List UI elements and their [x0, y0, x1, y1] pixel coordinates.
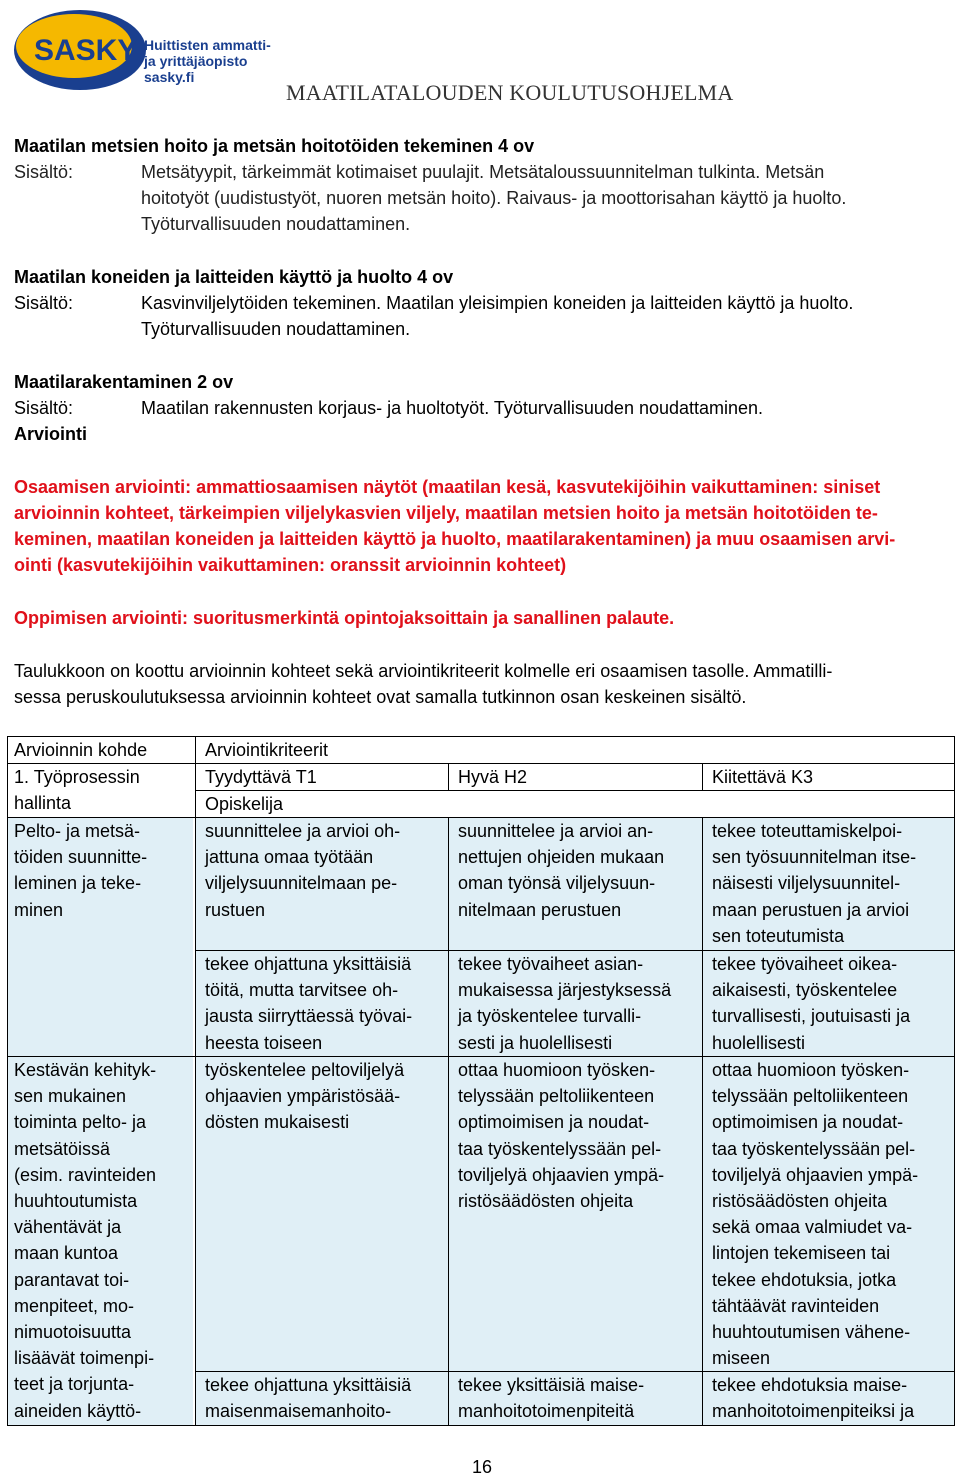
- logo-url: sasky.fi: [144, 69, 195, 85]
- document-title: MAATILATALOUDEN KOULUTUSOHJELMA: [286, 80, 734, 105]
- table-row-kohde: Pelto- ja metsä- töiden suunnitte- leminen ja teke- minen: [14, 821, 148, 920]
- logo-tagline-1: Huittisten ammatti-: [144, 37, 271, 53]
- opiskelija-label: Opiskelija: [205, 794, 284, 814]
- osaamisen-arviointi-line: ointi (kasvutekijöihin vaikuttaminen: oranssit arvioinnin kohteet): [14, 555, 567, 575]
- section-content-line: Kasvinviljelytöiden tekeminen. Maatilan yleisimpien koneiden ja laitteiden käyttö ja huolto.: [141, 293, 854, 313]
- logo-tagline-2: ja yrittäjäopisto: [144, 53, 248, 69]
- criteria-t1: tekee ohjattuna yksittäisiä töitä, mutta tarvitsee oh- jausta siirryttäessä työvai- heesta toiseen: [205, 954, 413, 1053]
- section-label: Sisältö:: [14, 293, 74, 313]
- section-label: Sisältö:: [14, 162, 74, 182]
- intro-line: sessa peruskoulutuksessa arvioinnin kohteet ovat samalla tutkinnon osan keskeinen sisältö.: [14, 687, 747, 707]
- criteria-h2: suunnittelee ja arvioi an- nettujen ohjeiden mukaan oman työnsä viljelysuun- nitelmaan perustuen: [458, 821, 665, 920]
- level-h2: Hyvä H2: [458, 767, 528, 787]
- section-title: Maatilarakentaminen 2 ov: [14, 372, 234, 392]
- criteria-k3: tekee toteuttamiskelpoi- sen työsuunnitelman itse- näisesti viljelysuunnitel- maan perustuen ja arvioi sen toteutumista: [712, 821, 917, 946]
- section-title: Maatilan metsien hoito ja metsän hoitotöiden tekeminen 4 ov: [14, 136, 535, 156]
- group-title-line: hallinta: [14, 793, 72, 814]
- arviointi-heading: Arviointi: [14, 424, 88, 444]
- criteria-h2: tekee yksittäisiä maise- manhoitotoimenpiteitä: [458, 1375, 645, 1422]
- intro-line: Taulukkoon on koottu arvioinnin kohteet sekä arviointikriteerit kolmelle eri osaamisen tasolle. Ammatilli-: [14, 661, 833, 681]
- criteria-k3: tekee työvaiheet oikea- aikaisesti, työskentelee turvallisesti, joutuisasti ja huolellisesti: [712, 954, 911, 1053]
- section-title: Maatilan koneiden ja laitteiden käyttö ja huolto 4 ov: [14, 267, 454, 287]
- group-title-line: 1. Työprosessin: [14, 767, 140, 787]
- logo-brand: SASKY: [34, 34, 138, 67]
- section-content-line: Työturvallisuuden noudattaminen.: [141, 319, 411, 339]
- sasky-logo: [12, 4, 282, 96]
- section-content-line: Metsätyypit, tärkeimmät kotimaiset puulajit. Metsätaloussuunnitelman tulkinta. Metsän: [141, 162, 825, 182]
- osaamisen-arviointi-line: Osaamisen arviointi: ammattiosaamisen näytöt (maatilan kesä, kasvutekijöihin vaikuttaminen: siniset: [14, 477, 881, 497]
- criteria-h2: ottaa huomioon työsken- telyssään peltoliikenteen optimoimisen ja noudat- taa työskentelyssään pel- toviljelyä ohjaavien ympä- ristösäädösten ohjeita: [458, 1060, 665, 1212]
- section-content-line: Työturvallisuuden noudattaminen.: [141, 214, 411, 234]
- level-t1: Tyydyttävä T1: [205, 767, 317, 787]
- criteria-t1: suunnittelee ja arvioi oh- jattuna omaa työtään viljelysuunnitelmaan pe- rustuen: [205, 821, 401, 920]
- section-content-line: hoitotyöt (uudistustyöt, nuoren metsän hoito). Raivaus- ja moottorisahan käyttö ja huolto.: [141, 188, 847, 208]
- criteria-k3: tekee ehdotuksia maise- manhoitotoimenpiteiksi ja: [712, 1375, 915, 1422]
- page-number: 16: [472, 1457, 493, 1477]
- section-label: Sisältö:: [14, 398, 74, 418]
- header-kohde: Arvioinnin kohde: [14, 740, 148, 760]
- criteria-t1: työskentelee peltoviljelyä ohjaavien ympäristösää- dösten mukaisesti: [205, 1060, 405, 1133]
- level-k3: Kiitettävä K3: [712, 767, 814, 787]
- oppimisen-arviointi: Oppimisen arviointi: suoritusmerkintä opintojaksoittain ja sanallinen palaute.: [14, 608, 675, 628]
- criteria-t1: tekee ohjattuna yksittäisiä maisenmaisemanhoito-: [205, 1375, 412, 1422]
- section-content-line: Maatilan rakennusten korjaus- ja huoltotyöt. Työturvallisuuden noudattaminen.: [141, 398, 764, 418]
- group-title: [14, 764, 140, 816]
- osaamisen-arviointi-line: arvioinnin kohteet, tärkeimpien viljelykasvien viljely, maatilan metsien hoito ja metsän hoitotöiden te-: [14, 503, 878, 523]
- header-kriteerit: Arviointikriteerit: [205, 740, 329, 760]
- criteria-k3: ottaa huomioon työsken- telyssään peltoliikenteen optimoimisen ja noudat- taa työskentelyssään pel- toviljelyä ohjaavien ympä- ristösäädösten ohjeita sekä omaa valmiudet va- lintojen tekemiseen tai tekee ehdotuksia, jotka tähtäävät ravinteiden huuhtoutumisen vähene- miseen: [712, 1060, 919, 1369]
- osaamisen-arviointi-line: keminen, maatilan koneiden ja laitteiden käyttö ja huolto, maatilarakentaminen) ja muu osaamisen arvi-: [14, 529, 896, 549]
- table-row-kohde: Kestävän kehityk- sen mukainen toiminta pelto- ja metsätöissä (esim. ravinteiden huuhtoutumista vähentävät ja maan kuntoa parantavat toi- menpiteet, mo- nimuotoisuutta lisäävät toimenpi- teet ja torjunta- aineiden käyttö-: [14, 1060, 157, 1421]
- criteria-h2: tekee työvaiheet asian- mukaisessa järjestyksessä ja työskentelee turvalli- sesti ja huolellisesti: [458, 954, 672, 1053]
